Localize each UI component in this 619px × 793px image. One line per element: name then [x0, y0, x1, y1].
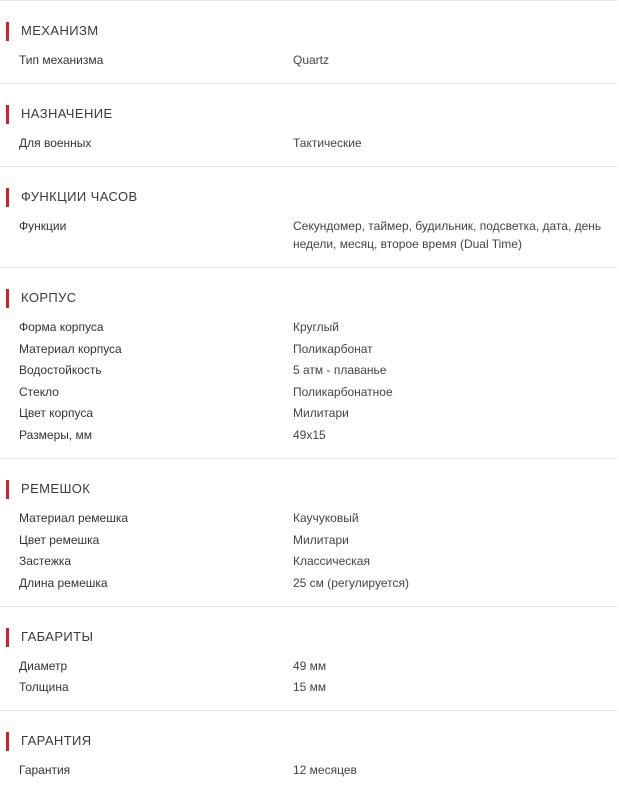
spec-label: Форма корпуса: [19, 320, 104, 334]
spec-rows: [0, 308, 617, 458]
spec-label: Цвет корпуса: [19, 406, 93, 421]
section-title: РЕМЕШОК: [0, 479, 617, 499]
spec-label: Застежка: [19, 554, 72, 569]
spec-row: [0, 361, 617, 379]
spec-label: Толщина: [19, 680, 69, 695]
spec-label: Цвет ремешка: [19, 532, 100, 547]
spec-value: Quartz: [293, 53, 330, 67]
spec-label: Материал ремешка: [19, 510, 129, 525]
spec-row: [0, 340, 617, 358]
spec-row: [0, 531, 617, 549]
section-title: ГАРАНТИЯ: [0, 731, 617, 751]
spec-value: Каучуковый: [293, 510, 359, 525]
spec-value: 49x15: [293, 427, 326, 442]
spec-label: Длина ремешка: [19, 575, 108, 590]
spec-value: 5 атм - плаванье: [293, 363, 387, 378]
spec-row: [0, 657, 617, 675]
spec-value: Круглый: [293, 320, 339, 334]
spec-rows: [0, 207, 617, 267]
spec-value: 25 см (регулируется): [293, 575, 409, 590]
spec-label: Для военных: [19, 136, 92, 150]
spec-label: Материал корпуса: [19, 341, 122, 356]
spec-row: [0, 574, 617, 592]
spec-label: Тип механизма: [19, 53, 104, 67]
spec-rows: [0, 647, 617, 711]
spec-section: [0, 731, 617, 793]
spec-rows: [0, 499, 617, 606]
spec-label: Стекло: [19, 384, 59, 399]
spec-section: [0, 627, 617, 712]
spec-value: Секундомер, таймер, будильник, подсветка, дата, день недели, месяц, второе время (Dual Time): [293, 219, 602, 251]
spec-row: [0, 318, 617, 336]
spec-value: 12 месяцев: [293, 763, 357, 778]
spec-value: Милитари: [293, 406, 349, 421]
spec-label: Водостойкость: [19, 363, 102, 378]
spec-value: Классическая: [293, 554, 370, 569]
spec-row: [0, 217, 617, 253]
spec-section: [0, 479, 617, 607]
section-title: НАЗНАЧЕНИЕ: [0, 104, 617, 124]
spec-section: [0, 187, 617, 268]
spec-value: Милитари: [293, 532, 349, 547]
spec-rows: [0, 124, 617, 166]
spec-label: Гарантия: [19, 763, 71, 778]
spec-value: Поликарбонат: [293, 341, 373, 356]
spec-row: [0, 426, 617, 444]
section-title: ГАБАРИТЫ: [0, 627, 617, 647]
spec-label: Функции: [19, 219, 67, 233]
spec-value: Тактические: [293, 136, 362, 150]
spec-row: [0, 678, 617, 696]
spec-label: Размеры, мм: [19, 427, 93, 442]
spec-row: [0, 383, 617, 401]
spec-row: [0, 552, 617, 570]
section-title: ФУНКЦИИ ЧАСОВ: [0, 187, 617, 207]
spec-rows: [0, 41, 617, 83]
spec-section: [0, 21, 617, 84]
spec-row: [0, 509, 617, 527]
spec-section: [0, 288, 617, 459]
spec-rows: [0, 751, 617, 793]
spec-row: [0, 51, 617, 69]
spec-row: [0, 761, 617, 779]
spec-value: Поликарбонатное: [293, 384, 393, 399]
section-title: КОРПУС: [0, 288, 617, 308]
section-title: МЕХАНИЗМ: [0, 21, 617, 41]
spec-label: Диаметр: [19, 658, 68, 673]
spec-value: 49 мм: [293, 658, 327, 673]
spec-row: [0, 404, 617, 422]
spec-row: [0, 134, 617, 152]
spec-value: 15 мм: [293, 680, 327, 695]
spec-section: [0, 104, 617, 167]
